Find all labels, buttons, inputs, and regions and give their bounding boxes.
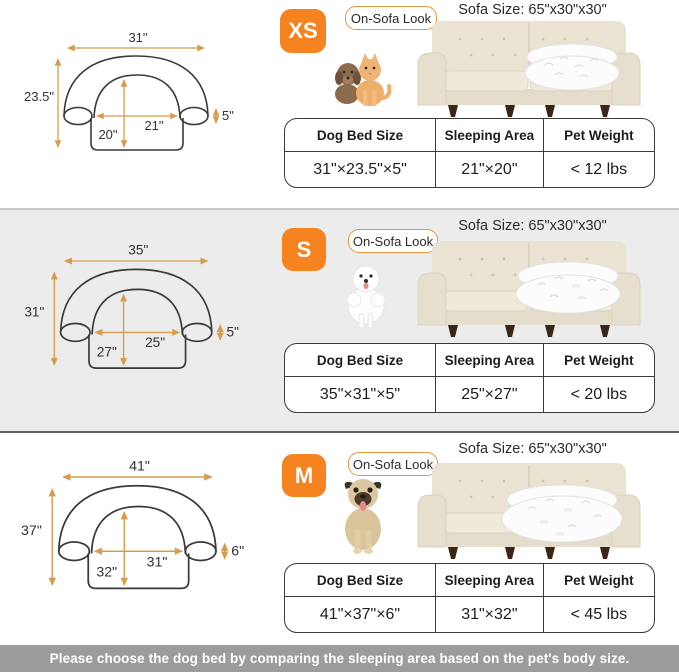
bed-dimension-diagram: [6, 240, 258, 408]
sofa-legs: [448, 105, 610, 117]
pet-weight-value: < 12 lbs: [543, 152, 654, 188]
on-sofa-look-label: On-Sofa Look: [348, 229, 438, 253]
dim-bolster-height: 6": [231, 543, 245, 560]
pug-dog-photo: [336, 477, 390, 555]
dimension-arrows: [54, 261, 220, 365]
size-table: [284, 343, 655, 413]
dim-sleep-width: 31": [146, 554, 168, 571]
bed-outline: [61, 269, 212, 368]
size-badge: M: [282, 454, 326, 497]
bed-outline: [59, 486, 216, 589]
size-row-xs: [0, 0, 679, 208]
sofa-legs: [448, 325, 610, 337]
size-table: [284, 118, 655, 188]
dim-bolster-height: 5": [222, 108, 234, 123]
dim-sleep-width: 25": [145, 335, 166, 351]
col-header-bed-size: Dog Bed Size: [285, 344, 436, 377]
dog-bed-on-sofa: [525, 44, 619, 90]
sofa-illustration: [410, 15, 648, 117]
col-header-bed-size: Dog Bed Size: [285, 119, 436, 152]
col-header-sleeping-area: Sleeping Area: [436, 344, 544, 377]
dim-outer-height: 37": [21, 522, 42, 539]
dim-sleep-width: 21": [144, 118, 164, 133]
col-header-pet-weight: Pet Weight: [543, 119, 654, 152]
pomeranian-dog-photo: [344, 262, 388, 332]
bed-dimension-diagram: [12, 28, 252, 188]
sofa-legs: [448, 547, 610, 559]
size-table: [284, 563, 655, 633]
table-row: [285, 597, 654, 633]
bed-outline: [64, 56, 208, 150]
sofa-illustration: [410, 235, 648, 337]
dimension-arrows: [52, 477, 224, 585]
dim-outer-width: 41": [129, 458, 150, 475]
sofa-size-text: Sofa Size: 65"x30"x30": [458, 2, 607, 18]
dog-bed-on-sofa: [516, 262, 620, 313]
sleeping-area-value: 21"×20": [436, 152, 544, 188]
dim-outer-width: 35": [128, 242, 149, 258]
size-row-m: [0, 433, 679, 645]
col-header-sleeping-area: Sleeping Area: [436, 564, 544, 597]
sleeping-area-value: 25"×27": [436, 377, 544, 413]
bed-size-value: 35"×31"×5": [285, 377, 436, 413]
dim-sleep-depth: 32": [96, 564, 118, 581]
dim-outer-width: 31": [128, 30, 148, 45]
on-sofa-look-label: On-Sofa Look: [348, 452, 438, 476]
dog-bed-on-sofa: [502, 485, 622, 542]
on-sofa-look-label: On-Sofa Look: [345, 6, 437, 30]
dimension-arrows: [58, 48, 216, 147]
kitten-and-puppy-photo: [328, 50, 394, 108]
col-header-pet-weight: Pet Weight: [543, 564, 654, 597]
instruction-banner: Please choose the dog bed by comparing the sleeping area based on the pet's body size.: [0, 645, 679, 672]
pet-weight-value: < 20 lbs: [543, 377, 654, 413]
dim-sleep-depth: 20": [98, 127, 118, 142]
table-row: [285, 152, 654, 188]
size-row-s: [0, 208, 679, 433]
sofa-illustration: [410, 457, 648, 559]
dim-outer-height: 31": [24, 304, 45, 320]
sofa-size-text: Sofa Size: 65"x30"x30": [458, 218, 607, 234]
bed-size-value: 41"×37"×6": [285, 597, 436, 633]
size-badge: XS: [280, 9, 326, 53]
sleeping-area-value: 31"×32": [436, 597, 544, 633]
col-header-bed-size: Dog Bed Size: [285, 564, 436, 597]
dim-bolster-height: 5": [226, 324, 239, 340]
table-row: [285, 377, 654, 413]
dim-outer-height: 23.5": [24, 89, 54, 104]
col-header-sleeping-area: Sleeping Area: [436, 119, 544, 152]
size-badge: S: [282, 228, 326, 271]
sofa-size-text: Sofa Size: 65"x30"x30": [458, 441, 607, 457]
col-header-pet-weight: Pet Weight: [543, 344, 654, 377]
bed-dimension-diagram: [2, 455, 264, 630]
bed-size-value: 31"×23.5"×5": [285, 152, 436, 188]
dim-sleep-depth: 27": [96, 344, 117, 360]
pet-weight-value: < 45 lbs: [543, 597, 654, 633]
